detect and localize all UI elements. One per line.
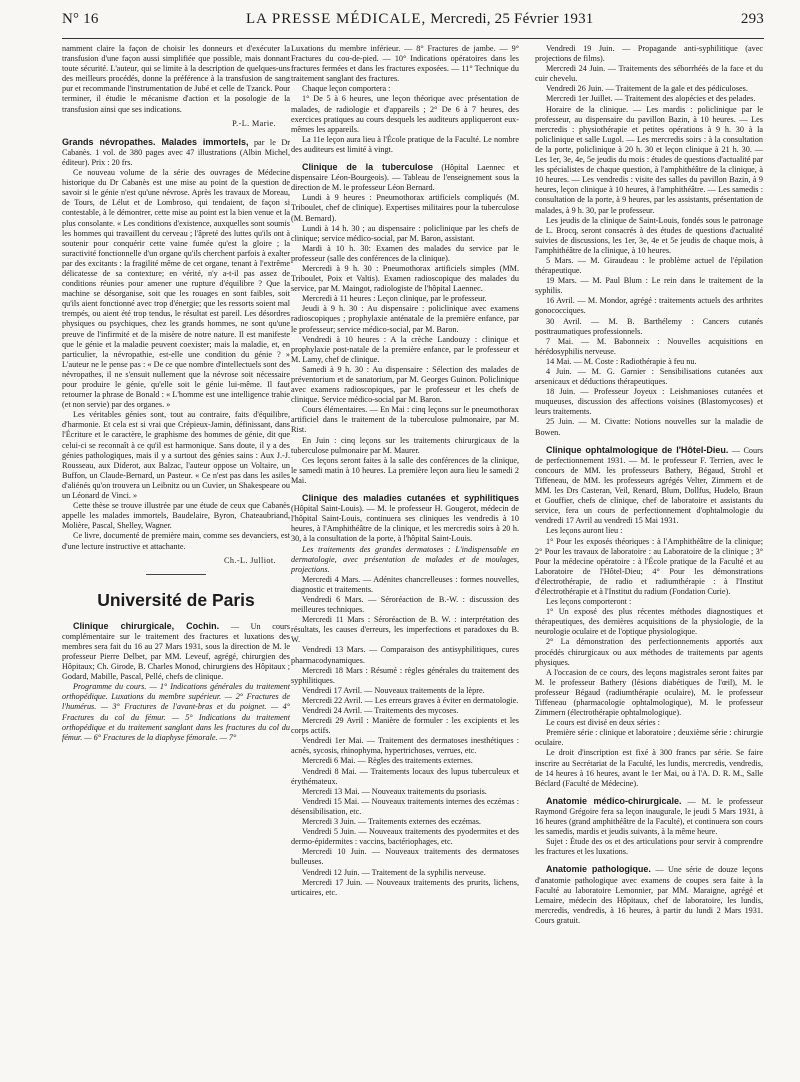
- schedule-item: Mercredi 22 Avril. — Les erreurs graves à éviter en dermatologie.: [302, 695, 519, 705]
- notice-text: (Hôpital Saint-Louis). — M. le professeur H. Gougerot, médecin de l'hôpital Saint-Louis, continuera ses cliniques les vendredis à 10 heures, à l'Amphithéâtre de la clinique, et les mercredis soirs à 20 h. 30, à la consultation de la porte, à l'hôpital Saint-Louis.: [291, 504, 519, 544]
- notice-paragraph: Lundi à 14 h. 30 ; au dispensaire : policlinique par les chefs de clinique; service médico-social, par M. Baron, assistant.: [291, 223, 519, 243]
- book-meta: par le Dr Cabanès. 1 vol. de 380 pages avec 47 illustrations (Albin Michel, éditeur). Prix : 20 frs.: [62, 137, 290, 167]
- notice-paragraph: Ces leçons seront faites à la salle des conférences de la clinique, le samedi matin à 10 heures. La première leçon aura lieu le samedi 2 Mai.: [291, 455, 519, 485]
- notice-title: Clinique de la tuberculose: [302, 162, 433, 173]
- notice-paragraph: Mardi à 10 h. 30: Examen des malades du service par le professeur (salle des conférences de la clinique).: [291, 243, 519, 263]
- issue-date: Mercredi, 25 Février 1931: [430, 11, 594, 27]
- journal-name: LA PRESSE MÉDICALE,: [245, 11, 427, 27]
- notice-paragraph: A l'occasion de ce cours, des leçons magistrales seront faites par M. le professeur Bathery (lésions diabétiques de l'œil), M. le professeur Bégaud (radiumthérapie oculaire), M. le professeur Tiffeneau (pharmacologie ophtalmologique), M. le professeur Zimmern (électrothérapie ophtalmologique).: [535, 667, 763, 718]
- notice-paragraph: Les traitements des grandes dermatoses : L'indispensable en dermatologie, avec présentation de malades et de moulages, projections.: [291, 544, 519, 574]
- review-paragraph: Ce livre, documenté de première main, comme ses devanciers, est d'une lecture instructive et attachante.: [62, 531, 290, 551]
- notice-heading: [535, 445, 763, 527]
- notice-heading: [291, 162, 519, 193]
- notice-paragraph: Jeudi à 9 h. 30 : Au dispensaire : policlinique avec examens radioscopiques ; prophylaxie anténatale de la première enfance, par le professeur; service médico-social, par M. Baron.: [291, 304, 519, 334]
- schedule-item: Mercredi 17 Juin. — Nouveaux traitements des prurits, lichens, urticaires, etc.: [291, 877, 519, 897]
- review-paragraph: Les véritables génies sont, tout au contraire, faits d'équilibre, d'harmonie. Et cela est si vrai que Crépieux-Jamin, définissant, dans l'Écriture et le caractère, le graphisme des hommes de génie, dit que celui-ci se reconnaît à ce qu'il est harmonique. Sans doute, il y a des génies pathologiques, mais il y a surtout des génies sains : Aux J.-J. Rousseau, aux Diderot, aux Balzac, l'auteur oppose un Voltaire, un Buffon, un Claude-Bernard, un Pasteur. « Ce n'est pas dans les asiles d'aliénés qu'on trouvera un Leibnitz ou un Cuvier, un Shakespeare ou un Léonard de Vinci. »: [62, 410, 290, 501]
- notice-text: — Un cours complémentaire sur le traitement des fractures et luxations des membres sera fait du 16 au 27 Mars 1931, sous la direction de M. le professeur Pierre Delbet, par MM. Leveuf, agrégé, chirurgien des Hôpitaux; Ch. Girode, B. Charles Monod, chirurgiens des Hôpitaux ; Godard, Mabille, Pascal, Pellé, chefs de clinique.: [62, 621, 290, 682]
- notice-paragraph: Mercredi à 9 h. 30 : Pneumothorax artificiels simples (MM. Triboulet, Poix et Valtis). Examen radioscopique des malades du service, par M. Maingot, radiologiste de l'hôpital Laennec.: [291, 263, 519, 294]
- notice-title: Anatomie pathologique.: [546, 864, 651, 875]
- schedule-item: Mercredi 29 Avril : Manière de formuler : les excipients et les corps actifs.: [291, 716, 519, 736]
- notice-paragraph: En Juin : cinq leçons sur les traitements chirurgicaux de la tuberculose pulmonaire par M. Maurer.: [291, 435, 519, 455]
- notice-paragraph: La 11e leçon aura lieu à l'École pratique de la Faculté. Le nombre des auditeurs est limité à vingt.: [291, 134, 519, 154]
- schedule-item: Vendredi 19 Juin. — Propagande anti-syphilitique (avec projections de films).: [535, 44, 763, 64]
- review-paragraph: Ce nouveau volume de la série des ouvrages de Médecine historique du Dr Cabanès est une mise au point de la question de savoir si le génie n'est qu'une névrose. Après les travaux de Moreau, de Tours, de Lélut et de Lombroso, qui tendaient, de façon si contestable, à le démontrer, cette mise au point est la bien venue et la plus consolante. « Les conditions d'existence, auxquelles sont soumis les hommes qui travaillent du cerveau ; l'âpreté des luttes qu'ils ont à soutenir pour conquérir cette vaine fumée qu'est la gloire ; la suractivité fonctionnelle d'un organe qu'ils cherchent parfois à exalter par des excitants : la fragilité même de cet organe, tenant à l'extrême délicatesse de sa contexture; en vérité, n'y a-t-il pas assez de conditions réunies pour amener une rupture d'équilibre ? Que la machine se désorganise, soit que les rouages en sont faibles, soit qu'ils aient fonctionné avec trop d'énergie; que les ressorts soient mal trempés, ou aient été trop tendus, le résultat est pareil. Les désordres physiques ou psychiques, chez les grands hommes, ne sont qu'une preuve de l'infirmité et de la misère de notre nature. Il est manifeste que le génie et la maladie peuvent coexister; mais la maladie, et, en particulier, la névropathie, est-elle une condition du génie ? » L'auteur ne le pense pas : « De ce que nombre d'intellectuels sont des névropathes, il ne s'ensuit nullement que la névrose soit nécessaire pour produire le génie, qu'elle soit le génie lui-même. Il faut retourner la phrase de Bonald : « L'homme est une intelligence trahie (et non servie) par des organes. »: [62, 168, 290, 410]
- schedule-item: Vendredi 13 Mars. — Comparaison des antisyphilitiques, cures pharmacodynamiques.: [291, 645, 519, 665]
- notice-paragraph: 1° De 5 à 6 heures, une leçon théorique avec présentation de malades, de radiologie et d'appareils ; 2° De 6 à 7 heures, des exercices pratiques au cours desquels les auditeurs appliqueront eux-mêmes les appareils.: [291, 94, 519, 134]
- schedule-item: Vendredi 6 Mars. — Séroréaction de B.-W. : discussion des meilleures techniques.: [291, 594, 519, 615]
- schedule-item: Mercredi 6 Mai. — Règles des traitements externes.: [302, 756, 473, 766]
- schedule-item: 5 Mars. — M. Giraudeau : le problème actuel de l'épilation thérapeutique.: [535, 255, 763, 276]
- schedule-item: 18 Juin. — Professeur Joyeux : Leishmanioses cutanées et muqueuses, discussion des affections voisines (Blastomycoses) et leurs traitements.: [535, 387, 763, 417]
- schedule-item: Vendredi 17 Avril. — Nouveaux traitements de la lèpre.: [302, 685, 485, 695]
- schedule-item: Mercredi 24 Juin. — Traitements des séborrhéés de la face et du cuir chevelu.: [535, 64, 763, 84]
- notice-title: Clinique ophtalmologique de l'Hôtel-Dieu.: [546, 444, 729, 455]
- schedule-item: 16 Avril. — M. Mondor, agrégé : traitements actuels des arthrites gonococciques.: [535, 296, 763, 316]
- column-left: [62, 44, 290, 743]
- notice-paragraph: 1° Un exposé des plus récentes méthodes diagnostiques et thérapeutiques, des dernières acquisitions de la physiologie, de la neurologie oculaire et de l'optique physiologique.: [535, 607, 763, 637]
- schedule-item: Vendredi 12 Juin. — Traitement de la syphilis nerveuse.: [302, 867, 486, 877]
- schedule-item: Mercredi 11 Mars : Séroréaction de B. W. : interprétation des résultats, les causes d'erreurs, les imperfections et paradoxes du B. W.: [291, 615, 519, 645]
- notice-paragraph: Les leçons comporteront :: [546, 597, 632, 607]
- notice-heading: [291, 493, 519, 544]
- book-review-heading: [62, 137, 290, 168]
- schedule-item: Mercredi 13 Mai. — Nouveaux traitements du psoriasis.: [302, 786, 487, 796]
- notice-paragraph: 2° La démonstration des perfectionnements apportés aux procédés chirurgicaux ou aux méthodes de traitements par agents physiques.: [535, 637, 763, 667]
- notice-paragraph: Les leçons auront lieu :: [546, 526, 623, 536]
- notice-paragraph: Première série : clinique et laboratoire ; deuxième série : chirurgie oculaire.: [535, 728, 763, 748]
- section-divider: [146, 574, 206, 575]
- review-signature: Ch.-L. Julliot.: [224, 555, 276, 565]
- schedule-item: Vendredi 24 Avril. — Traitements des mycoses.: [302, 706, 459, 715]
- column-middle: [291, 44, 519, 898]
- notice-heading: [535, 864, 763, 926]
- schedule-item: 4 Juin. — M. G. Garnier : Sensibilisations cutanées aux arsenicaux et déductions thérapeutiques.: [535, 367, 763, 387]
- notice-paragraph: Programme du cours. — 1° Indications générales du traitement orthopédique. Luxations du membre supérieur. — 2° Fractures de l'humérus. — 3° Fractures de l'avant-bras et du poignet. — 4° Fractures du col du fémur. — 5° Indications du traitement orthopédique et du traitement sanglant dans les fractures du col du fémur. — 6° Fractures de la diaphyse fémorale. — 7°: [62, 682, 290, 742]
- notice-paragraph: Lundi à 9 heures : Pneumothorax artificiels compliqués (M. Triboulet, chef de clinique). Expertises militaires pour la tuberculose (M. Bernard).: [291, 193, 519, 223]
- notice-paragraph: Le droit d'inscription est fixé à 300 francs par série. Se faire inscrire au Secrétariat de la Faculté, les lundis, mercredis, vendredis, de 14 heures à 16 heures, avant le 1er Mai, ou à l'A. D. R. M., Salle Béclard (Faculté de Médecine).: [535, 748, 763, 788]
- schedule-item: 14 Mai. — M. Coste : Radiothérapie à feu nu.: [546, 356, 697, 366]
- notice-paragraph: Samedi à 9 h. 30 : Au dispensaire : Sélection des malades de préventorium et de sanatorium, par M. Georges Guinon. Policlinique avec examens radioscopiques, par le professeur et les chefs de clinique. Service médico-social par M. Baron.: [291, 364, 519, 405]
- notice-heading: [62, 621, 290, 683]
- notice-paragraph: Mercredi à 11 heures : Leçon clinique, par le professeur.: [302, 294, 487, 304]
- notice-text: (Hôpital Laennec et dispensaire Léon-Bourgeois). — Tableau de l'enseignement sous la direction de M. le professeur Léon Bernard.: [291, 163, 519, 193]
- schedule-item: Mercredi 10 Juin. — Nouveaux traitements des dermatoses bulleuses.: [291, 847, 519, 867]
- notice-paragraph: Chaque leçon comportera :: [302, 84, 391, 94]
- schedule-item: 19 Mars. — M. Paul Blum : Le rein dans le traitement de la syphilis.: [535, 276, 763, 296]
- book-title: Grands névropathes. Malades immortels,: [62, 136, 249, 147]
- notice-paragraph: Cours élémentaires. — En Mai : cinq leçons sur le pneumothorax artificiel dans le traitement de la tuberculose pulmonaire, par M. Rist.: [291, 405, 519, 435]
- column-right: [535, 44, 763, 926]
- notice-paragraph: Horaire de la clinique. — Les mardis : policlinique par le professeur, au dispensaire du pavillon Bazin, à 10 heures. — Les mercredis : physiothérapie et petites opérations à 9 h. 30 à la policlinique et salle Lugol. — Les mercredis soirs : à la consultation de la porte, policlinique à 20 h. 30 et leçon clinique à 21 h. 30. — Les 1er, 3e, 4e, 5e jeudis du mois : études de questions d'actualité par les spécialistes de chaque question, à l'amphithéâtre de la clinique, à 10 heures. — Les vendredis : visite des salles du pavillon Bazin, à 9 heures, leçon clinique à 10 heures, à l'amphithéâtre. — Les samedis : consultation de la porte, à 9 heures, par les assistants, présentation de malades, à 9 h. 30, par le professeur.: [535, 104, 763, 215]
- schedule-item: Vendredi 1er Mai. — Traitement des dermatoses inesthétiques : acnés, sycosis, rhinophyma, hypertrichoses, verrues, etc.: [291, 736, 519, 756]
- notice-paragraph: Vendredi à 10 heures : A la crèche Landouzy : clinique et prophylaxie post-natale de la première enfance, par le professeur et M. Lamy, chef de clinique.: [291, 334, 519, 364]
- review-paragraph: namment claire la façon de choisir les donneurs et d'exécuter la transfusion d'une façon aussi simplifiée que possible, mais donnant toute sécurité. L'auteur, qui se limite à la description de quelques-uns des meilleurs procédés, donne la préférence à la transfusion de sang pur et recommande l'instrumentation de Jubé et celle de Tzanck. Pour terminer, il étudie le mécanisme d'action et la posologie de la transfusion ainsi que ses indications.: [62, 44, 290, 114]
- schedule-item: Mercredi 1er Juillet. — Traitement des alopécies et des pelades.: [546, 94, 756, 104]
- notice-title: Anatomie médico-chirurgicale.: [546, 795, 682, 806]
- schedule-item: Vendredi 8 Mai. — Traitements locaux des lupus tuberculeux et érythémateux.: [291, 766, 519, 786]
- schedule-item: 7 Mai. — M. Babonneix : Nouvelles acquisitions en hérédosyphilis nerveuse.: [535, 336, 763, 356]
- schedule-item: Mercredi 18 Mars : Résumé : règles générales du traitement des syphilitiques.: [291, 665, 519, 685]
- schedule-item: Mercredi 4 Mars. — Adénites chancrelleuses : formes nouvelles, diagnostic et traitements.: [291, 574, 519, 594]
- schedule-item: 30 Avril. — M. B. Barthélemy : Cancers cutanés posttraumatiques professionnels.: [535, 316, 763, 336]
- notice-paragraph: Le cours est divisé en deux séries :: [546, 718, 660, 728]
- schedule-item: Vendredi 15 Mai. — Nouveaux traitements internes des eczémas : désensibilisation, etc.: [291, 796, 519, 816]
- notice-text: — Cours de perfectionnement 1931. — M. le professeur F. Terrien, avec le concours de MM. les professeurs Bathery, Bégaud, Strohl et Tiffeneau, de MM. les professeurs agrégés Velter, Zimmern et de MM. les Drs Casteran, Veil, Renard, Blum, Dollfus, Hudelo, Braun et Gouffier, chefs de clinique, chef de laboratoire et assistants du service, fera un cours de perfectionnement d'ophtalmologie du vendredi 17 Avril au vendredi 15 Mai 1931.: [535, 445, 764, 526]
- review-signature: P.-L. Marie.: [232, 118, 276, 128]
- notice-paragraph: Sujet : Étude des os et des articulations pour servir à comprendre les fractures et les luxations.: [535, 837, 763, 857]
- schedule-item: Vendredi 5 Juin. — Nouveaux traitements des pyodermites et des dermo-épidermites : vaccins, bactériophages, etc.: [291, 827, 519, 847]
- running-header: [62, 11, 764, 34]
- journal-title: [245, 11, 594, 27]
- notice-text: — M. le professeur Raymond Grégoire fera sa leçon inaugurale, le jeudi 5 Mars 1931, à 16 heures (grand amphithéâtre de la Faculté), et continuera son cours les samedis, mardis et jeudis suivants, à la même heure.: [535, 796, 763, 837]
- section-title: Université de Paris: [97, 589, 255, 610]
- review-paragraph: Cette thèse se trouve illustrée par une étude de ceux que Cabanès appelle les malades immortels, Baudelaire, Byron, Chateaubriand, Molière, Pascal, Shelley, Wagner.: [62, 501, 290, 531]
- notice-title: Clinique des maladies cutanées et syphilitiques: [302, 493, 519, 504]
- schedule-item: Vendredi 26 Juin. — Traitement de la gale et des pédiculoses.: [546, 84, 748, 94]
- notice-text: — Une série de douze leçons d'anatomie pathologique avec examens de coupes sera faite à la Faculté au laboratoire Lemonnier, par MM. Maraigne, agrégé et Lemaire, médecin des Hôpitaux, chef de laboratoire, les lundis, mercredis, vendredis, à 16 heures, à partir du lundi 2 Mars 1931. Cours gratuit.: [535, 865, 763, 925]
- header-rule: [62, 38, 764, 39]
- schedule-item: Mercredi 3 Juin. — Traitements externes des eczémas.: [302, 817, 481, 827]
- notice-paragraph: Les jeudis de la clinique de Saint-Louis, fondés sous le patronage de L. Brocq, seront consacrés à des études de questions d'actualité suivies de discussions, les 1er, 3e, 4e et 5e jeudis de chaque mois, à l'amphithéâtre de la clinique, à 10 heures.: [535, 215, 763, 255]
- notice-heading: [535, 796, 763, 837]
- page-number: 293: [740, 11, 764, 27]
- notice-paragraph: Luxations du membre inférieur. — 8° Fractures de jambe. — 9° Fractures du cou-de-pied. — 10° Indications opératoires dans les fractures fermées et dans les fractures exposées. — 11° Technique du traitement sanglant des fractures.: [291, 44, 519, 84]
- notice-paragraph: 1° Pour les exposés théoriques : à l'Amphithéâtre de la clinique; 2° Pour les travaux de laboratoire : au Laboratoire de la clinique ; 3° Pour la médecine opératoire : à l'École pratique de la Faculté et au Laboratoire de l'Hôtel-Dieu; 4° Pour les démonstrations d'électrothérapie, de radio et radiumthérapie : à l'Institut d'électrothérapie et à l'Institut du radium (Fondation Curie).: [535, 536, 763, 596]
- schedule-item: 25 Juin. — M. Civatte: Notions nouvelles sur la maladie de Bowen.: [535, 417, 763, 437]
- issue-number: N° 16: [62, 11, 99, 27]
- notice-title: Clinique chirurgicale, Cochin.: [73, 620, 220, 631]
